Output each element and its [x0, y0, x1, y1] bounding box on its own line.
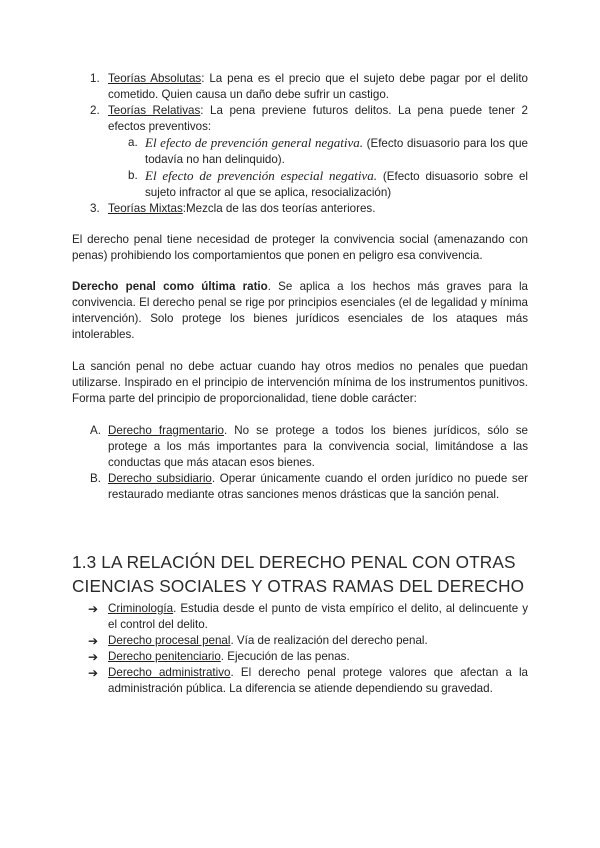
term: Derecho subsidiario [108, 472, 212, 485]
arrow-right-icon: ➔ [88, 634, 99, 648]
caracter-list [72, 423, 528, 503]
item-text: . No se protege a todos los bienes jurídicos, sólo se protege a los más importantes para la convivencia social, limitándose a las conductas que más atacan esos bienes. [108, 424, 528, 469]
arrow-right-icon: ➔ [88, 666, 99, 680]
item-text: La pena previene futuros delitos. La pena puede tener 2 efectos preventivos: [108, 104, 528, 133]
section-heading: 1.3 LA RELACIÓN DEL DERECHO PENAL CON OTRAS CIENCIAS SOCIALES Y OTRAS RAMAS DEL DERECHO [72, 552, 525, 596]
term: Derecho penitenciario [108, 650, 221, 663]
term: Derecho procesal penal [108, 634, 231, 647]
arrow-right-icon: ➔ [88, 650, 99, 664]
list-letter: B. [90, 472, 101, 485]
list-item [72, 665, 528, 697]
term: El efecto de prevención especial negativa. [145, 168, 378, 183]
term: Criminología [108, 602, 174, 615]
list-item [72, 601, 528, 633]
item-text: La pena es el precio que el sujeto debe pagar por el delito cometido. Quien causa un daño debe sufrir un castigo. [108, 72, 528, 101]
item-text: (Efecto disuasorio sobre el sujeto infractor al que se aplica, resocialización) [145, 170, 529, 199]
sub-list-item [72, 135, 528, 168]
list-item: 1. Teorías Absolutas: La pena es el precio que el sujeto debe pagar por el delito cometido. Quien causa un daño debe sufrir un castigo. [90, 72, 528, 101]
arrow-right-icon: ➔ [88, 602, 99, 616]
item-text: . Operar únicamente cuando el orden jurídico no puede ser restaurado mediante otras sanciones menos drásticas que la sanción penal. [108, 472, 529, 501]
list-number: 1. [90, 72, 100, 85]
item-text: Mezcla de las dos teorías anteriores. [185, 202, 376, 215]
list-number: 3. [90, 202, 100, 215]
list-item [72, 471, 528, 503]
list-item [72, 649, 528, 665]
term: Teorías Relativas [108, 104, 201, 117]
teorias-list [72, 71, 528, 217]
list-item [72, 633, 528, 649]
list-letter: b. [128, 169, 138, 182]
list-item: 2. Teorías Relativas: La pena previene futuros delitos. La pena puede tener 2 efectos preventivos: [90, 104, 528, 133]
term: Teorías Mixtas [108, 202, 183, 215]
paragraph: La sanción penal no debe actuar cuando hay otros medios no penales que puedan utilizarse. Inspirado en el principio de intervención mínima de los instrumentos punitivos. Forma parte del principio de proporcionalidad, tiene doble carácter: [72, 360, 528, 405]
item-text: . El derecho penal protege valores que afectan a la administración pública. La diferencia se atiende dependiendo su gravedad. [108, 666, 528, 695]
term: Teorías Absolutas [108, 72, 202, 85]
sub-list-item [72, 168, 528, 201]
item-text: . Estudia desde el punto de vista empírico el delito, al delincuente y el control del delito. [108, 602, 528, 631]
ramas-list [72, 601, 528, 697]
bold-term: Derecho penal como última ratio [72, 280, 268, 293]
item-text: . Vía de realización del derecho penal. [230, 634, 428, 647]
list-letter: a. [128, 136, 138, 149]
list-number: 2. [90, 104, 100, 117]
list-item: 3. Teorías Mixtas:Mezcla de las dos teorías anteriores. [90, 202, 376, 215]
list-letter: A. [90, 424, 101, 437]
term: Derecho administrativo [108, 666, 231, 679]
term: El efecto de prevención general negativa. [145, 135, 364, 150]
paragraph: El derecho penal tiene necesidad de proteger la convivencia social (amenazando con penas) prohibiendo los comportamientos que ponen en peligro esa convivencia. [72, 233, 528, 262]
term: Derecho fragmentario [108, 424, 224, 437]
item-text: (Efecto disuasorio para los que todavía no han delinquido). [145, 137, 528, 166]
list-item [72, 423, 528, 471]
item-text: . Ejecución de las penas. [220, 650, 350, 663]
paragraph: Derecho penal como última ratio. Se aplica a los hechos más graves para la convivencia. El derecho penal se rige por principios esenciales (el de legalidad y mínima intervención). Solo protege los bienes jurídicos esenciales de los ataques más intolerables. [72, 280, 528, 341]
